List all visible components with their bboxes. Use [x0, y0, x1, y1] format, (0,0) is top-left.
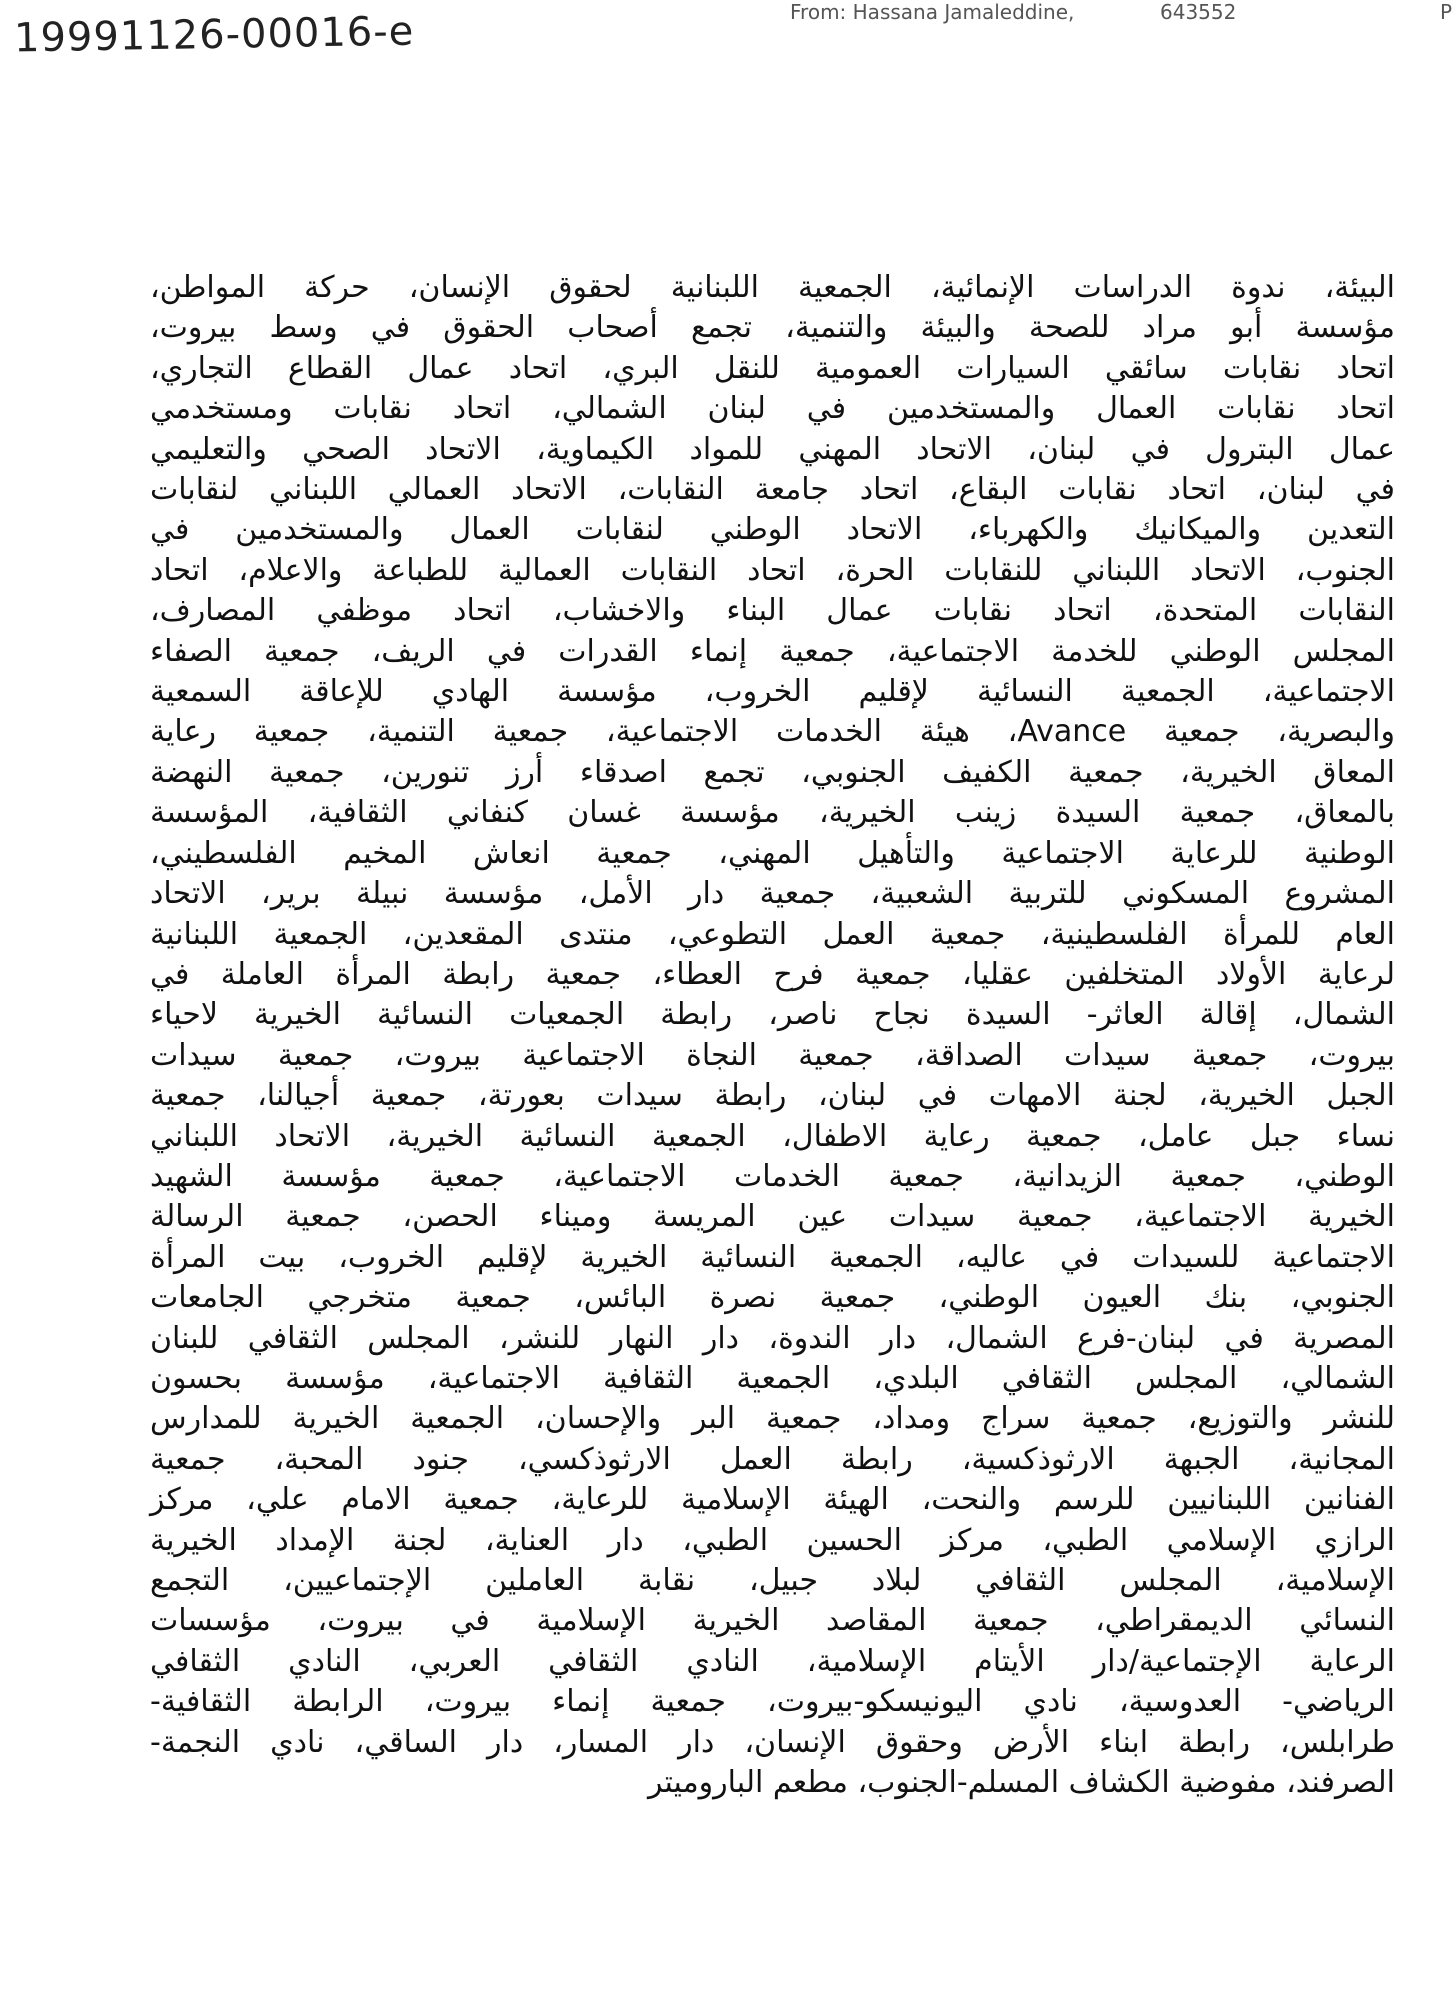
text-line: نساء جبل عامل، جمعية رعاية الاطفال، الجمعية النسائية الخيرية، الاتحاد اللبناني [150, 1118, 1395, 1154]
text-line: مؤسسة أبو مراد للصحة والبيئة والتنمية، تجمع أصحاب الحقوق في وسط بيروت، [150, 310, 1395, 346]
fax-from-header: From: Hassana Jamaleddine, [790, 0, 1075, 24]
fax-page-marker: P [1440, 0, 1453, 24]
text-line: والبصرية، جمعية Avance، هيئة الخدمات الاجتماعية، جمعية التنمية، جمعية رعاية [150, 714, 1395, 750]
text-line: البيئة، ندوة الدراسات الإنمائية، الجمعية اللبنانية لحقوق الإنسان، حركة المواطن، [150, 270, 1395, 305]
text-line: المصرية في لبنان-فرع الشمال، دار الندوة، دار النهار للنشر، المجلس الثقافي للبنان [150, 1320, 1395, 1356]
text-line: للنشر والتوزيع، جمعية سراج ومداد، جمعية البر والإحسان، الجمعية الخيرية للمدارس [150, 1401, 1395, 1437]
text-line: الجنوبي، بنك العيون الوطني، جمعية نصرة البائس، جمعية متخرجي الجامعات [150, 1280, 1395, 1316]
document-stamp: 19991126-00016-e [13, 8, 415, 62]
text-line: الجبل الخيرية، لجنة الامهات في لبنان، رابطة سيدات بعورتة، جمعية أجيالنا، جمعية [150, 1078, 1395, 1114]
text-line: الوطني، جمعية الزيدانية، جمعية الخدمات الاجتماعية، جمعية مؤسسة الشهيد [150, 1158, 1395, 1194]
text-line: المجانية، الجبهة الارثوذكسية، رابطة العمل الارثوذكسي، جنود المحبة، جمعية [150, 1441, 1395, 1477]
text-line: الشمال، إقالة العاثر- السيدة نجاح ناصر، رابطة الجمعيات النسائية الخيرية لاحياء [150, 997, 1395, 1033]
text-line: الفنانين اللبنانيين للرسم والنحت، الهيئة الإسلامية للرعاية، جمعية الامام علي، مركز [150, 1482, 1395, 1518]
text-line: الخيرية الاجتماعية، جمعية سيدات عين المريسة وميناء الحصن، جمعية الرسالة [150, 1199, 1395, 1235]
text-line: التعدين والميكانيك والكهرباء، الاتحاد الوطني لنقابات العمال والمستخدمين في [150, 512, 1395, 548]
text-line: الاجتماعية، الجمعية النسائية لإقليم الخروب، مؤسسة الهادي للإعاقة السمعية [150, 674, 1395, 710]
text-line: اتحاد نقابات العمال والمستخدمين في لبنان الشمالي، اتحاد نقابات ومستخدمي [150, 391, 1395, 427]
text-line: المجلس الوطني للخدمة الاجتماعية، جمعية إنماء القدرات في الريف، جمعية الصفاء [150, 633, 1395, 669]
text-line: النقابات المتحدة، اتحاد نقابات عمال البناء والاخشاب، اتحاد موظفي المصارف، [150, 593, 1395, 629]
text-line: لرعاية الأولاد المتخلفين عقليا، جمعية فرح العطاء، جمعية رابطة المرأة العاملة في [150, 956, 1395, 992]
text-line: بالمعاق، جمعية السيدة زينب الخيرية، مؤسسة غسان كنفاني الثقافية، المؤسسة [150, 795, 1395, 831]
text-line: الصرفند، مفوضية الكشاف المسلم-الجنوب، مطعم الباروميتر [647, 1765, 1395, 1801]
text-line: الاجتماعية للسيدات في عاليه، الجمعية النسائية الخيرية لإقليم الخروب، بيت المرأة [150, 1239, 1395, 1275]
text-line: النسائي الديمقراطي، جمعية المقاصد الخيرية الإسلامية في بيروت، مؤسسات [150, 1603, 1395, 1639]
text-line: بيروت، جمعية سيدات الصداقة، جمعية النجاة الاجتماعية بيروت، جمعية سيدات [150, 1037, 1395, 1073]
text-line: المشروع المسكوني للتربية الشعبية، جمعية دار الأمل، مؤسسة نبيلة برير، الاتحاد [150, 876, 1395, 912]
organization-list-text [150, 268, 1395, 1803]
text-line: عمال البترول في لبنان، الاتحاد المهني للمواد الكيماوية، الاتحاد الصحي والتعليمي [150, 431, 1395, 467]
text-line: الشمالي، المجلس الثقافي البلدي، الجمعية الثقافية الاجتماعية، مؤسسة بحسون [150, 1360, 1395, 1396]
text-line: اتحاد نقابات سائقي السيارات العمومية للنقل البري، اتحاد عمال القطاع التجاري، [150, 350, 1395, 386]
fax-number: 643552 [1160, 0, 1237, 24]
text-line: في لبنان، اتحاد نقابات البقاع، اتحاد جامعة النقابات، الاتحاد العمالي اللبناني لنقابات [150, 472, 1395, 508]
text-line: الجنوب، الاتحاد اللبناني للنقابات الحرة، اتحاد النقابات العمالية للطباعة والاعلام، اتحاد [150, 552, 1395, 588]
text-line: العام للمرأة الفلسطينية، جمعية العمل التطوعي، منتدى المقعدين، الجمعية اللبنانية [150, 916, 1395, 952]
text-line: الرياضي- العدوسية، نادي اليونيسكو-بيروت، جمعية إنماء بيروت، الرابطة الثقافية- [150, 1684, 1395, 1720]
text-line: الرازي الإسلامي الطبي، مركز الحسين الطبي، دار العناية، لجنة الإمداد الخيرية [150, 1522, 1395, 1558]
text-line: الإسلامية، المجلس الثقافي لبلاد جبيل، نقابة العاملين الإجتماعيين، التجمع [150, 1563, 1395, 1598]
text-line: الرعاية الإجتماعية/دار الأيتام الإسلامية، النادي الثقافي العربي، النادي الثقافي [150, 1643, 1395, 1679]
text-line: المعاق الخيرية، جمعية الكفيف الجنوبي، تجمع اصدقاء أرز تنورين، جمعية النهضة [150, 754, 1395, 790]
text-line: الوطنية للرعاية الاجتماعية والتأهيل المهني، جمعية انعاش المخيم الفلسطيني، [150, 835, 1395, 871]
text-line: طرابلس، رابطة ابناء الأرض وحقوق الإنسان، دار المسار، دار الساقي، نادي النجمة- [150, 1724, 1395, 1760]
